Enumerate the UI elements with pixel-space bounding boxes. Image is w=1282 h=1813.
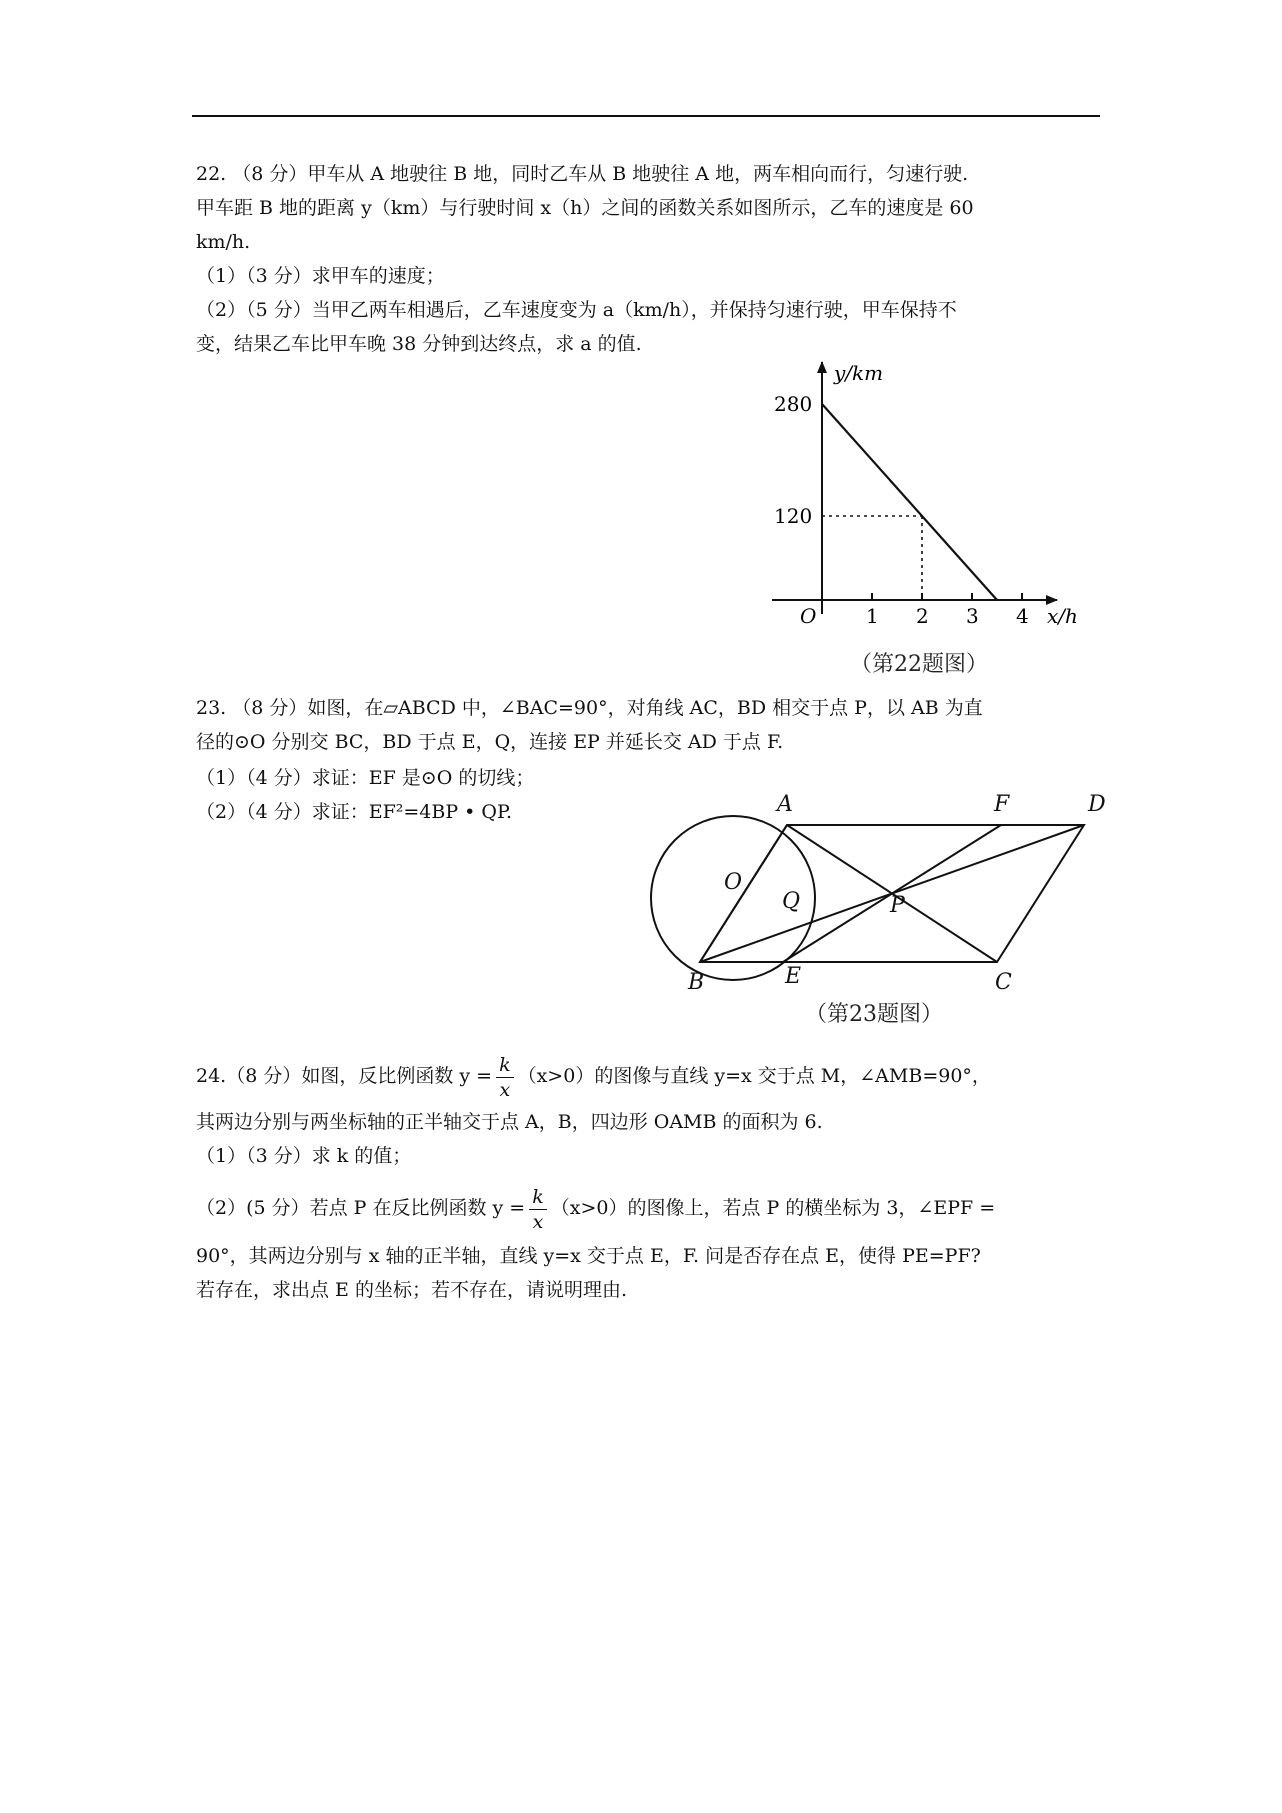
q24-line1-pre: 24.（8 分）如图，反比例函数 y =: [196, 1065, 493, 1087]
q22-graph: [760, 360, 1100, 640]
x-tick-label-4: 4: [1016, 604, 1029, 628]
header-rule: [192, 115, 1100, 117]
q23-part2: （2）（4 分）求证：EF²=4BP • QP.: [196, 801, 512, 823]
label-o: O: [724, 870, 743, 895]
x-tick-label-3: 3: [966, 604, 979, 628]
q24-line2: 其两边分别与两坐标轴的正半轴交于点 A，B，四边形 OAMB 的面积为 6.: [196, 1111, 823, 1133]
q23-caption: （第23题图）: [805, 1002, 943, 1027]
y-tick-label-280: 280: [774, 392, 813, 416]
q23-figure: [650, 780, 1120, 1000]
label-d: D: [1088, 792, 1106, 817]
q22-part1: （1）（3 分）求甲车的速度；: [196, 265, 445, 287]
fraction-numerator: k: [496, 1053, 514, 1078]
x-tick-label-1: 1: [866, 604, 879, 628]
fraction-denominator: x: [499, 1078, 511, 1101]
q23-line2: 径的⊙O 分别交 BC，BD 于点 E，Q，连接 EP 并延长交 AD 于点 F.: [196, 731, 784, 753]
q24-part2-pre: （2）(5 分）若点 P 在反比例函数 y =: [196, 1197, 526, 1219]
fraction-k-over-x: [496, 1053, 514, 1102]
series-line-0: [822, 404, 997, 600]
q24-part2b: 90°，其两边分别与 x 轴的正半轴，直线 y=x 交于点 E，F. 问是否存在点 E，使得 PE=PF?: [196, 1245, 981, 1267]
label-a: A: [777, 792, 793, 817]
q23-part1: （1）（4 分）求证：EF 是⊙O 的切线；: [196, 767, 535, 789]
label-q: Q: [782, 889, 801, 914]
fraction-denominator-2: x: [532, 1210, 544, 1233]
q22-line3: km/h.: [196, 231, 251, 253]
q24-line1: [196, 1048, 991, 1104]
q22-caption: （第22题图）: [850, 652, 988, 677]
q24-line1-post: （x>0）的图像与直线 y=x 交于点 M，∠AMB=90°，: [517, 1065, 991, 1087]
fraction-numerator-2: k: [529, 1185, 547, 1210]
x-axis-label: x/h: [1047, 604, 1078, 628]
fraction-k-over-x-2: [529, 1185, 547, 1234]
segment-ab: [700, 825, 787, 962]
q22-line1: 22. （8 分）甲车从 A 地驶往 B 地，同时乙车从 B 地驶往 A 地，两车相向而行，匀速行驶.: [196, 163, 969, 185]
origin-label: O: [800, 604, 817, 628]
label-e: E: [785, 964, 802, 989]
y-tick-label-120: 120: [774, 504, 813, 528]
y-axis-label: y/km: [834, 361, 884, 385]
q24-part2c: 若存在，求出点 E 的坐标；若不存在，请说明理由.: [196, 1279, 627, 1301]
x-tick-label-2: 2: [916, 604, 929, 628]
q22-part2a: （2）（5 分）当甲乙两车相遇后，乙车速度变为 a（km/h），并保持匀速行驶，甲车保持不: [196, 299, 957, 321]
label-f: F: [994, 792, 1010, 817]
q24-part2: [196, 1180, 995, 1236]
q24-part1: （1）（3 分）求 k 的值；: [196, 1145, 412, 1167]
q24-part2-post: （x>0）的图像上，若点 P 的横坐标为 3，∠EPF =: [550, 1197, 996, 1219]
label-b: B: [688, 970, 705, 995]
q23-line1: 23. （8 分）如图，在▱ABCD 中，∠BAC=90°，对角线 AC，BD 相交于点 P，以 AB 为直: [196, 697, 983, 719]
label-p: P: [890, 893, 905, 918]
label-c: C: [995, 970, 1012, 995]
q22-line2: 甲车距 B 地的距离 y（km）与行驶时间 x（h）之间的函数关系如图所示，乙车的速度是 60: [196, 197, 974, 219]
q22-part2b: 变，结果乙车比甲车晚 38 分钟到达终点，求 a 的值.: [196, 333, 642, 355]
